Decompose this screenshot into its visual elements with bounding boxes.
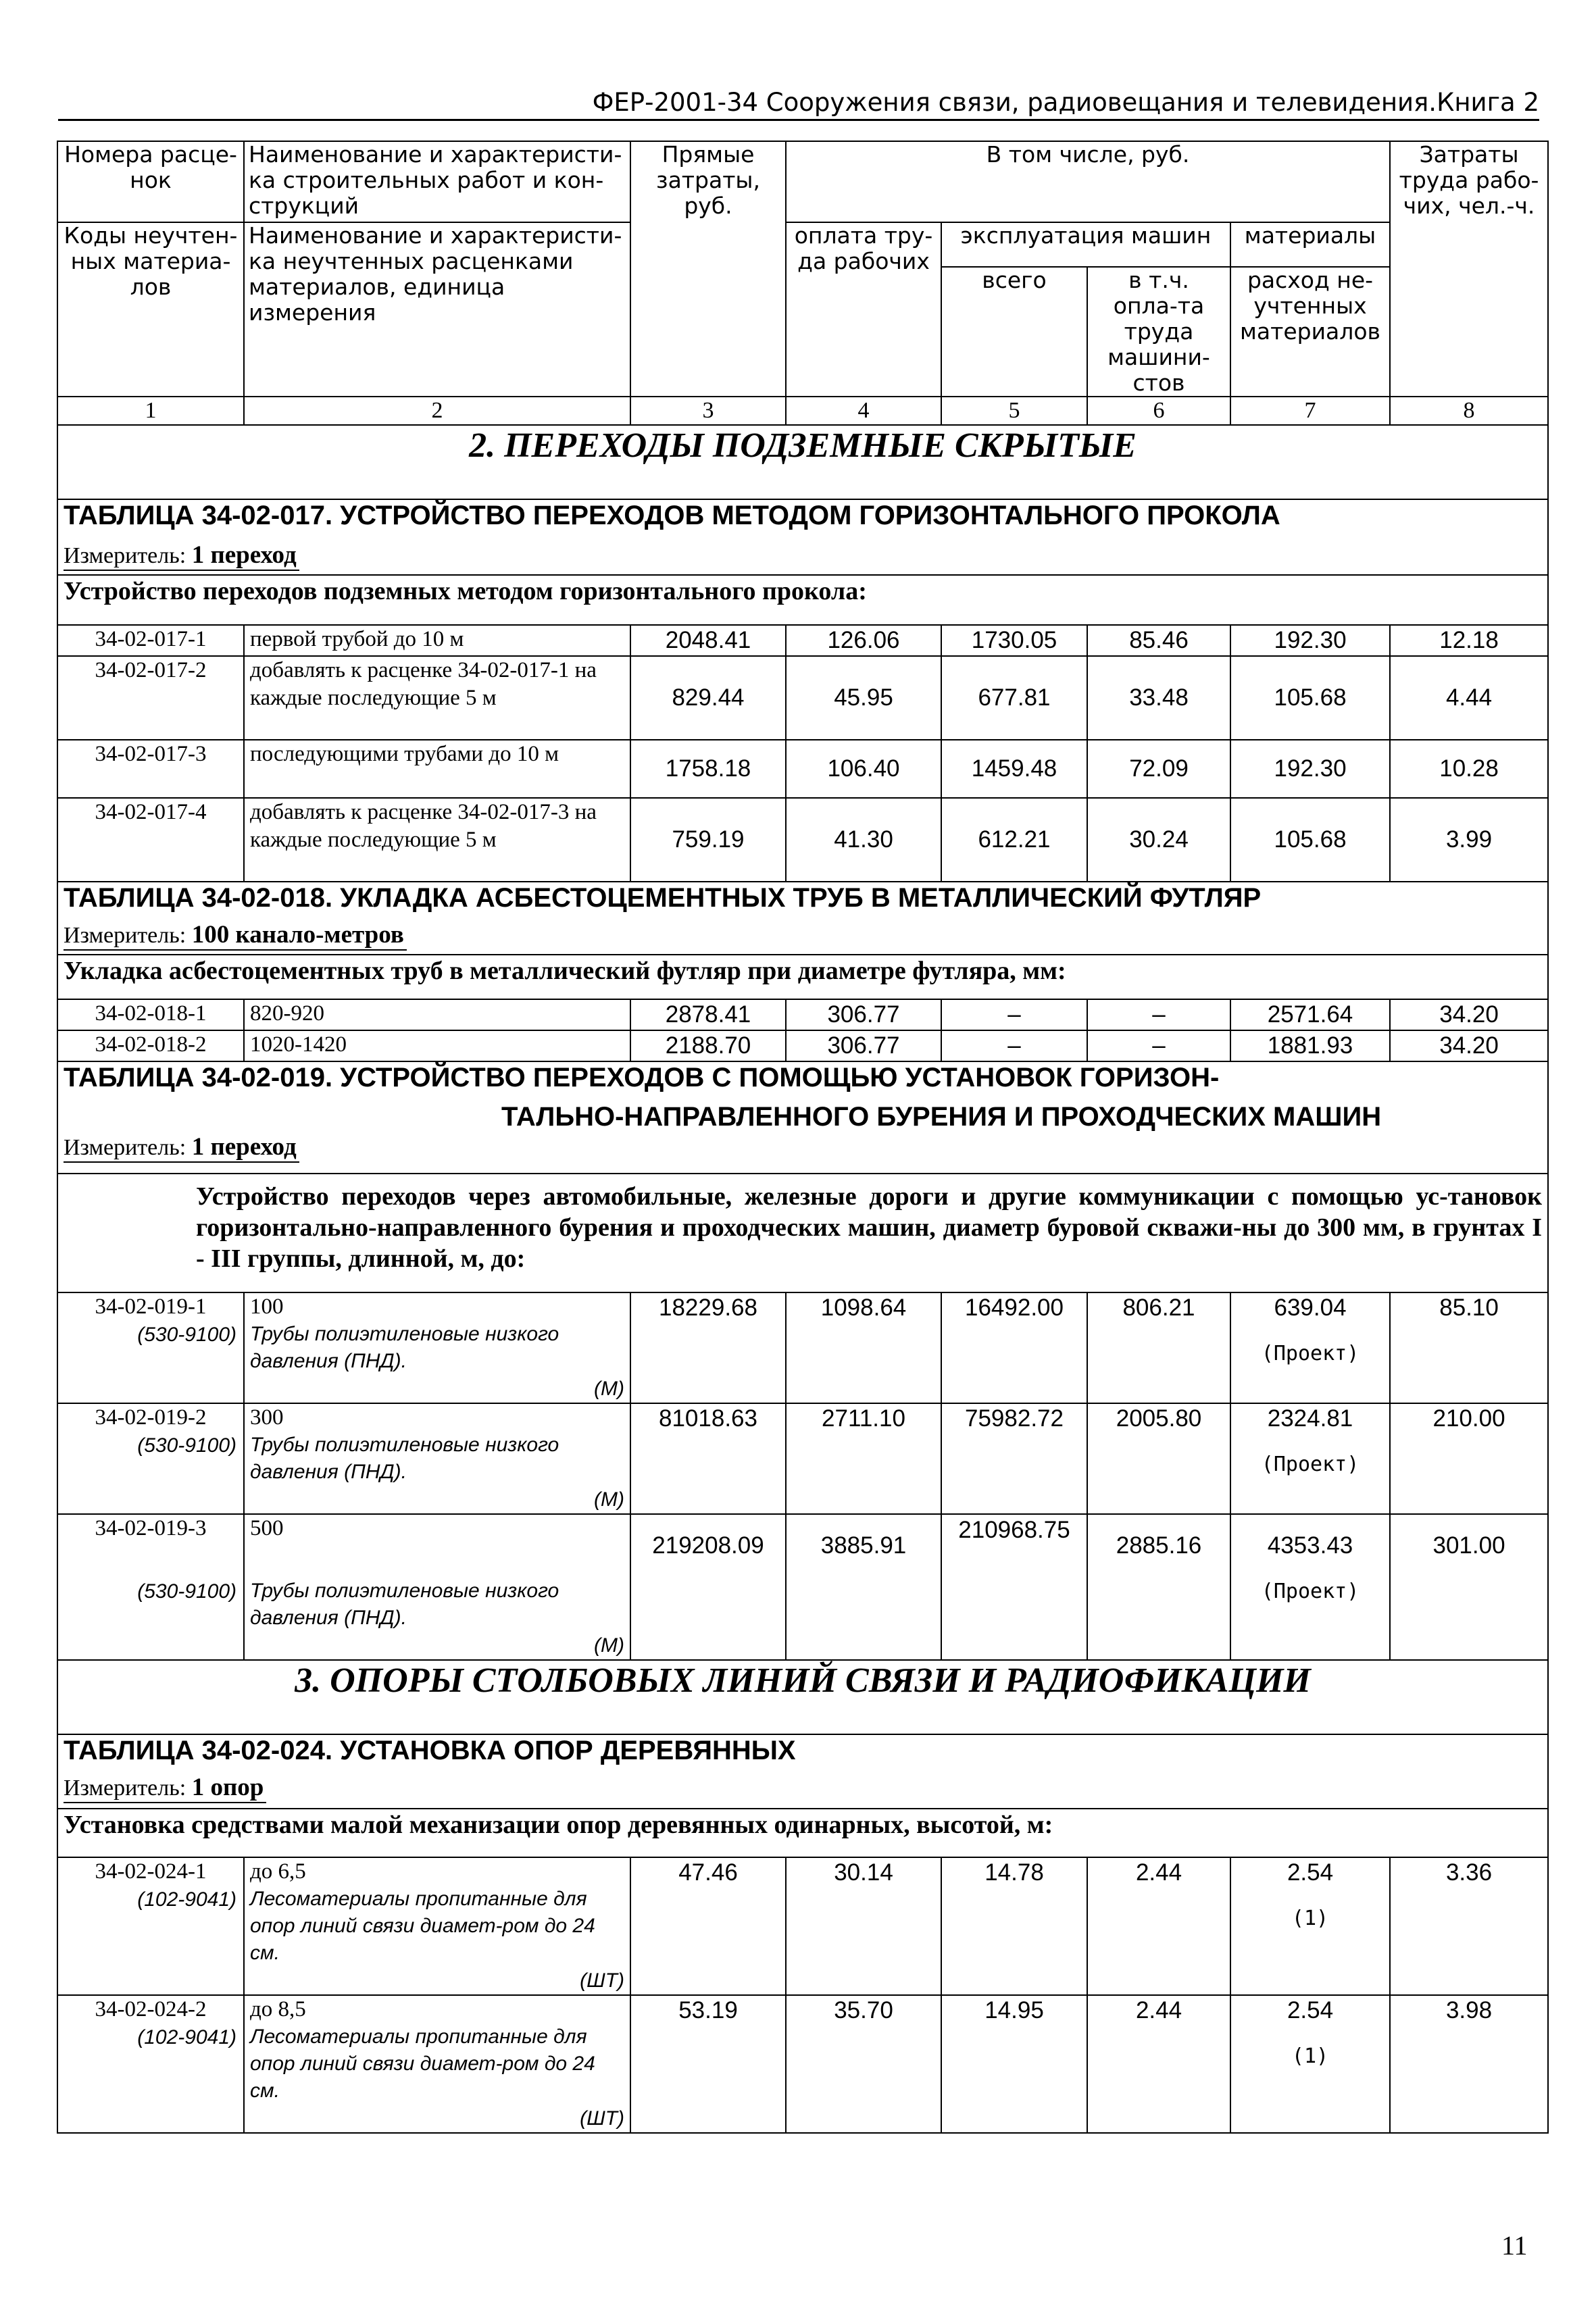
table-row: 34-02-024-2 (102-9041) до 8,5 Лесоматериалы пропитанные для опор линий связи диамет-ром до 24 см. (ШТ) 53.19 35.70 14.95 2.44 2.54 (1) 3.98: [57, 1995, 1548, 2133]
table-row: 34-02-018-2 1020-1420 2188.70 306.77 – – 1881.93 34.20: [57, 1030, 1548, 1061]
table-row: 34-02-019-1 (530-9100) 100 Трубы полиэтиленовые низкого давления (ПНД). (М) 18229.68 1098.64 16492.00 806.21 639.04 (Проект) 85.10: [57, 1292, 1548, 1403]
header-col2-top: Наименование и характеристи-ка строительных работ и кон-струкций: [244, 141, 630, 222]
header-col1-top: Номера расце-нок: [57, 141, 244, 222]
header-col4: оплата тру-да рабочих: [786, 222, 941, 397]
table-row: 34-02-019-2 (530-9100) 300 Трубы полиэтиленовые низкого давления (ПНД). (М) 81018.63 2711.10 75982.72 2005.80 2324.81 (Проект) 210.00: [57, 1403, 1548, 1514]
table-measure: Измеритель: 100 канало-метров: [57, 922, 1548, 955]
header-machines: эксплуатация машин: [941, 222, 1230, 267]
group-header: Устройство переходов подземных методом горизонтального прокола:: [57, 575, 1548, 625]
table-row: 34-02-019-3 (530-9100) 500 Трубы полиэтиленовые низкого давления (ПНД). (М) 219208.09 3885.91 210968.75 2885.16 4353.43 (Проект) 301.00: [57, 1514, 1548, 1660]
column-numbers: 1 2 3 4 5 6 7 8: [57, 397, 1548, 425]
group-header: Установка средствами малой механизации опор деревянных одинарных, высотой, м:: [57, 1809, 1548, 1857]
header-row: [57, 141, 1548, 222]
header-col2-bottom: Наименование и характеристи-ка неучтенных расценками материалов, единица измерения: [244, 222, 630, 397]
group-header: Устройство переходов через автомобильные, железные дороги и другие коммуникации с помощью ус-тановок горизонтально-направленного бурения и проходческих машин, диаметр буровой скважи-ны до 300 мм, в грунтах I - III группы, длинной, м, до:: [57, 1174, 1548, 1292]
table-title: ТАБЛИЦА 34-02-024. УСТАНОВКА ОПОР ДЕРЕВЯННЫХ: [57, 1734, 1548, 1774]
table-measure: Измеритель: 1 переход: [57, 542, 1548, 575]
page-number: 11: [1501, 2230, 1528, 2261]
table-measure: Измеритель: 1 опор: [57, 1774, 1548, 1809]
table-row: 34-02-017-4 добавлять к расценке 34-02-017-3 на каждые последующие 5 м 759.19 41.30 612.21 30.24 105.68 3.99: [57, 798, 1548, 882]
table-title: ТАБЛИЦА 34-02-019. УСТРОЙСТВО ПЕРЕХОДОВ С ПОМОЩЬЮ УСТАНОВОК ГОРИЗОН-: [57, 1061, 1548, 1101]
running-head: ФЕР-2001-34 Сооружения связи, радиовещания и телевидения.Книга 2: [58, 86, 1539, 121]
table-title: ТАБЛИЦА 34-02-018. УКЛАДКА АСБЕСТОЦЕМЕНТНЫХ ТРУБ В МЕТАЛЛИЧЕСКИЙ ФУТЛЯР: [57, 882, 1548, 922]
section-title: 3. ОПОРЫ СТОЛБОВЫХ ЛИНИЙ СВЯЗИ И РАДИОФИКАЦИИ: [57, 1660, 1548, 1734]
header-col1-bottom: Коды неучтен-ных материа-лов: [57, 222, 244, 397]
header-col7: расход не-учтенных материалов: [1230, 267, 1390, 397]
table-title: ТАБЛИЦА 34-02-017. УСТРОЙСТВО ПЕРЕХОДОВ МЕТОДОМ ГОРИЗОНТАЛЬНОГО ПРОКОЛА: [57, 499, 1548, 542]
header-col8: Затраты труда рабо-чих, чел.-ч.: [1390, 141, 1548, 397]
table-row: 34-02-017-3 последующими трубами до 10 м 1758.18 106.40 1459.48 72.09 192.30 10.28: [57, 740, 1548, 798]
group-header: Укладка асбестоцементных труб в металлический футляр при диаметре футляра, мм:: [57, 955, 1548, 999]
header-col6: в т.ч. опла-та труда машини-стов: [1087, 267, 1230, 397]
header-incl: В том числе, руб.: [786, 141, 1390, 222]
section-title: 2. ПЕРЕХОДЫ ПОДЗЕМНЫЕ СКРЫТЫЕ: [57, 425, 1548, 499]
table-measure: Измеритель: 1 переход: [57, 1134, 1548, 1174]
table-row: 34-02-018-1 820-920 2878.41 306.77 – – 2571.64 34.20: [57, 999, 1548, 1030]
table-row: 34-02-024-1 (102-9041) до 6,5 Лесоматериалы пропитанные для опор линий связи диамет-ром до 24 см. (ШТ) 47.46 30.14 14.78 2.44 2.54 (1) 3.36: [57, 1857, 1548, 1995]
table-row: 34-02-017-2 добавлять к расценке 34-02-017-1 на каждые последующие 5 м 829.44 45.95 677.81 33.48 105.68 4.44: [57, 656, 1548, 740]
table-title-cont: ТАЛЬНО-НАПРАВЛЕННОГО БУРЕНИЯ И ПРОХОДЧЕСКИХ МАШИН: [57, 1101, 1548, 1134]
header-materials: материалы: [1230, 222, 1390, 267]
table-row: 34-02-017-1 первой трубой до 10 м 2048.41 126.06 1730.05 85.46 192.30 12.18: [57, 625, 1548, 656]
header-col5: всего: [941, 267, 1087, 397]
rates-table: [57, 141, 1549, 2134]
header-col3: Прямые затраты, руб.: [630, 141, 786, 397]
